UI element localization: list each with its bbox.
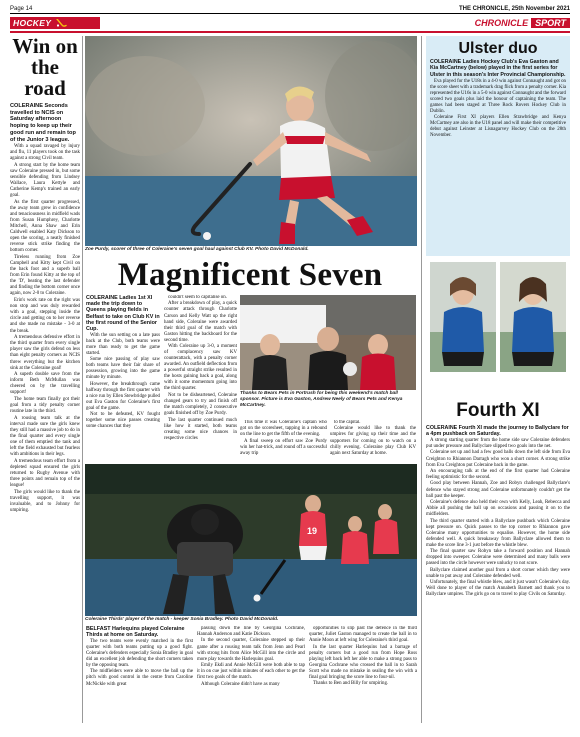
paper-dateline: THE CHRONICLE, 25th November 2021 xyxy=(458,5,570,12)
paragraph: couldn't seem to capitalise on. xyxy=(168,295,227,300)
paragraph: With Coleraine up 3-0, a moment of complacency saw KV counterattack, with a penalty corner awarded. An outfield deflection from a powerful straight strike resulted in the hosts gaining back a goal, along with it some momentum going into the third quarter. xyxy=(164,344,237,392)
paragraph: Tireless running from Zoe Campbell and Kitty kept Civil on the back foot and a superb ball from Erin found Kitty at the top of the 'D', beating the last defender and finding the bottom corner once again, now 2-0 to Coleraine. xyxy=(10,254,80,297)
paragraph: With the sun setting on a late pass back at the Club, both teams were more than ready to get the game started. xyxy=(86,332,160,356)
paragraph: Some nice passing of play saw both teams have their fair share of possession, growing into the game minute by minute. xyxy=(86,357,160,381)
ulster-headline: Ulster duo xyxy=(458,40,538,57)
paragraph: A superb double save from the inform Beth McMullan was cheered on by the travelling support! xyxy=(10,372,80,396)
thirds-col-3 xyxy=(309,626,417,724)
ulster-duo-box xyxy=(426,36,570,256)
paragraph: Coleraine's defence also held their own with Kelly, Leah, Rebecca and Abbie all pushing the ball up on occasions and passing it on to the midfielders. xyxy=(426,500,570,518)
main-headline: Magnificent Seven xyxy=(117,257,383,293)
ulster-body xyxy=(430,79,566,139)
paragraph: The third quarter started with a Ballyclare pushback which Coleraine kept pressure on. Quick passes to the top corner to Rhiannon gave Coleraine many opportunities to equalise. However, the home side defended well. A quick breakaway from Ballyclare allowed them to make the score line 3-1 just before the whistle blew. xyxy=(426,518,570,548)
paragraph: Not to be defeated, KV fought together some nice passes creating some chances that they xyxy=(86,412,160,430)
paragraph: Erin's work rate on the right was non stop and was duly rewarded with a goal, stepping inside the circle and getting on to her reverse and she made no mistake - 3-0 at the break. xyxy=(10,298,80,334)
thirds-col-1-body xyxy=(86,639,193,688)
paragraph: Good play between Hannah, Zoe and Robyn challenged Ballyclare's defence who stayed strong and Coleraine unfortunately couldn't get the ball past the keeper. xyxy=(426,481,570,499)
paragraph: A strong starting quarter from the home side saw Coleraine defenders put under pressure and Ballyclare slipped two goals into the net. xyxy=(426,437,570,450)
shirt-number-19: 19 xyxy=(307,526,318,536)
fourth-lead: COLERAINE Fourth XI made the journey to Ballyclare for a 4pm pushback on Saturday. xyxy=(426,425,569,438)
paragraph: Coleraine First XI players Ellen Strawbridge and Kenya McCartney are also in the U18 panel and will make their competitive debut against Leinster at Lisnagarvey Hockey Club on the 28th November. xyxy=(430,114,566,138)
paragraph: Although Coleraine didn't have as many xyxy=(201,681,280,687)
photo-eva-gaston xyxy=(430,262,496,372)
paragraph: Unfortunately, the final whistle blew, and it just wasn't Coleraine's day. Well done to player of the match Annabeth Barnett and thank you to Ballyclare umpires. The girls go on to travel to play Civils on Saturday. xyxy=(426,580,570,598)
thirds-col-1 xyxy=(86,626,193,724)
paragraph: The two teams were evenly matched in the first quarter with both teams putting up a good fight. Coleraine's defenders especially Sonia Bradley in goal did an excellent job defending the short corners taken by the opposing team. xyxy=(86,638,193,668)
paragraph: Coleraine would like to thank the umpires for giving up their time and the supporters for coming on to watch on a chilly evening. Coleraine play Club KV again next Saturday at home. xyxy=(330,426,416,456)
main-story-col-3 xyxy=(240,420,327,465)
win-body xyxy=(10,144,80,515)
main-story-col-1-body xyxy=(86,333,160,431)
photo-caption-sonia: Coleraine Thirds' player of the match - keeper Sonia Bradley. Photo David McDonald. xyxy=(85,617,279,622)
photo-zoe-purdy xyxy=(85,36,417,246)
column-rule xyxy=(82,36,83,723)
main-story-col-1 xyxy=(86,295,160,458)
paragraph: Not to be disheartened, Coleraine changed gears to try and finish off the match completely, 2 consecutive goals finished off by Zoe Purdy. xyxy=(164,392,237,417)
thirds-col-3-body xyxy=(309,626,417,687)
paragraph: After a breakdown of play, a quick counter attack through Charlotte Carson and Kelly Watt up the right hand side, Coleraine were awarded their third goal of the match with Gaston hitting the backboard for the second time. xyxy=(164,301,237,343)
paragraph: Thanks to Ben and Billy for umpiring. xyxy=(313,681,389,687)
main-story-col-2-body xyxy=(164,295,237,442)
brand-logo xyxy=(460,17,570,29)
win-lead: COLERAINE Seconds travelled to NCIS on Saturday afternoon hoping to keep up their good run and remain top of the Junior 3 league. xyxy=(10,103,76,143)
main-story-col-3-body xyxy=(240,420,327,457)
paragraph: A rousing team talk at the interval made sure the girls knew they still had a massive job to do in the final quarter and every single one of them emptied the tank and left the field exhausted but fearless with ambitions in their legs. xyxy=(10,415,80,458)
right-column xyxy=(426,36,570,723)
main-story-col-4 xyxy=(330,420,416,465)
photo-match-ball-sponsor xyxy=(240,295,416,390)
fourth-body xyxy=(426,438,570,598)
paragraph: A tremendous defensive effort in the third quarter from every single player saw the girls defend on less than eight penalty corners as NCIS threw everything but the kitchen sink at the Coleraine goal! xyxy=(10,335,80,371)
paragraph: The midfielders were able to move the ball up the pitch with good control in the centre from Caroline McNickle with great xyxy=(86,669,193,687)
paragraph: The girls would like to thank the travelling support, it was invaluable, and to Johnny for umpiring. xyxy=(10,489,80,514)
paragraph: This time it was Coleraine's captain who got on the scoresheet, tapping in a rebound on the line to get the fifth of the evening. xyxy=(240,420,327,438)
paragraph: In the second quarter, Coleraine stepped up their game after a rousing team talk from Jenn and Pearl with strong hits from Alice McGill into the circle and more play towards the Harlequins goal. xyxy=(197,638,305,662)
paragraph: As the first quarter progressed, the away team grew in confidence and tenaciousness in midfield wads from Susan Humphrey, Charlotte Mitchell, Anna Shaw and Erin Caldwell enabled Katy Dickson to open the scoring, a neatly finished reverse stick strike finding the bottom corner. xyxy=(10,199,80,254)
photo-caption-sponsor: Thanks to Bears Pets in Portrush for being this weekend's match ball sponsor. Picture is Eva Gaston, Andrew Neely of Bears Pets and Kenya McCartney. xyxy=(240,391,403,408)
thirds-lead: BELFAST Harlequins played Coleraine Thirds at home on Saturday. xyxy=(86,626,185,639)
thirds-col-2 xyxy=(197,626,305,724)
paragraph: The home team finally got their goal from a tidy penalty corner routine late in the third. xyxy=(10,397,80,415)
paragraph: Ballyclare claimed another goal from a short corner which they were unable to put away and Coleraine defended well. xyxy=(426,567,570,579)
paragraph: Eva played for the U18s in a 4-0 win against Connaught and got on the score sheet with a trademark drag flick from a penalty corner. Kia represented the U16s in a 5-0 win against Connaught and the forward scored two goals plus laid the honour of captaining the team. The games had been staged at Three Rock Rovers Hockey Club in Dublin. xyxy=(430,78,566,114)
photo-caption-zoe: Zoe Purdy, scorer of three of Coleraine's seven goal haul against Club KV. Photo David McDonald. xyxy=(85,247,309,252)
win-story xyxy=(10,36,80,723)
paragraph: opportunities to slip past the defence in the third quarter, Juliet Gaston managed to create the ball in to Annie Moon at left wing for Coleraine's third goal. xyxy=(309,626,417,644)
header-rule xyxy=(10,31,570,33)
page-number: Page 14 xyxy=(10,5,33,12)
paragraph: An encouraging talk at the end of the first quarter had Coleraine feeling optimistic for the second. xyxy=(426,469,570,481)
fourth-headline: Fourth XI xyxy=(456,400,540,421)
fourth-story xyxy=(426,425,570,723)
main-story-col-2 xyxy=(164,295,237,458)
photo-sonia-bradley xyxy=(85,464,417,616)
paragraph: passing down the line by Georgina Cochrane, Hannah Anderson and Katie Dickson. xyxy=(197,626,305,638)
paragraph: Coleraine set up and had a few good balls down the left side from Eva Creighton to Rhiannon Darragh who won a short corner. A strong strike from Eva Creighton put Coleraine back in the game. xyxy=(426,450,570,468)
paragraph: The final quarter saw Robyn take a forward position and Hannah dropped into sweeper. Coleraine were determined and many balls were passed into the circle however were unlucky to not score. xyxy=(426,549,570,567)
hockey-stick-icon xyxy=(55,19,67,27)
paragraph: Emily Ekdi and Annie McGill were both able to tap it in on cue just within minutes of each other to get the first two goals of the match. xyxy=(197,663,305,681)
win-headline: Win on the road xyxy=(12,36,78,100)
paragraph: to the capital. xyxy=(334,420,361,425)
page-header xyxy=(10,4,570,14)
paragraph: A tremendous team effort from a depleted squad ensured the girls returned to Rugby Avenue with three points and remain top of the league! xyxy=(10,459,80,489)
ulster-lead: COLERAINE Ladies Hockey Club's Eva Gaston and Kia McCartney (below) played in the first series for Ulster in this season's Inter Provincial Championship. xyxy=(430,59,566,78)
paragraph: A strong start by the home team saw Coleraine pressed in, but some sensible defending from Lindsey Wallace, Laura Kettyle and Catherine Kemp's trained an early goal. xyxy=(10,162,80,198)
paragraph: A final sweep on effort saw Zoe Purdy win her hat-trick, and round off a successful away trip xyxy=(240,438,327,456)
thirds-col-2-body xyxy=(197,626,305,688)
paragraph: In the last quarter Harlequins had a barrage of penalty corners but a good run from Hope Ross playing left back left her able to make a strong pass to Georgina Cochrane who crossed the ball in to Sarah Scott who made no mistake in sealing the win with a final goal bringing the score line to four-nil. xyxy=(309,644,417,680)
section-banner xyxy=(10,17,100,29)
main-story-lead: COLERAINE Ladies 1st XI made the trip down to Queens playing fields in Belfast to take on Club KV in the first round of the Senior Cup. xyxy=(86,295,160,333)
brand-sport: SPORT xyxy=(531,18,570,28)
paragraph: The last quarter continued much like how it started, both teams creating some nice chances in respective circles xyxy=(164,417,237,441)
paragraph: However, the breakthrough came halfway through the first quarter with a nice run by Ellen Stewbridge pulled out Eva Gaston for Coleraine's first goal of the game. xyxy=(86,381,160,411)
paragraph: With a squad ravaged by injury and flu, 11 players took on the task against a strong Civil team. xyxy=(10,143,80,161)
section-title: HOCKEY xyxy=(13,18,52,28)
main-story-col-4-body xyxy=(330,420,416,457)
brand-chronicle: CHRONICLE xyxy=(474,18,529,28)
photo-kia-mccartney xyxy=(500,262,566,372)
column-rule xyxy=(421,36,422,723)
